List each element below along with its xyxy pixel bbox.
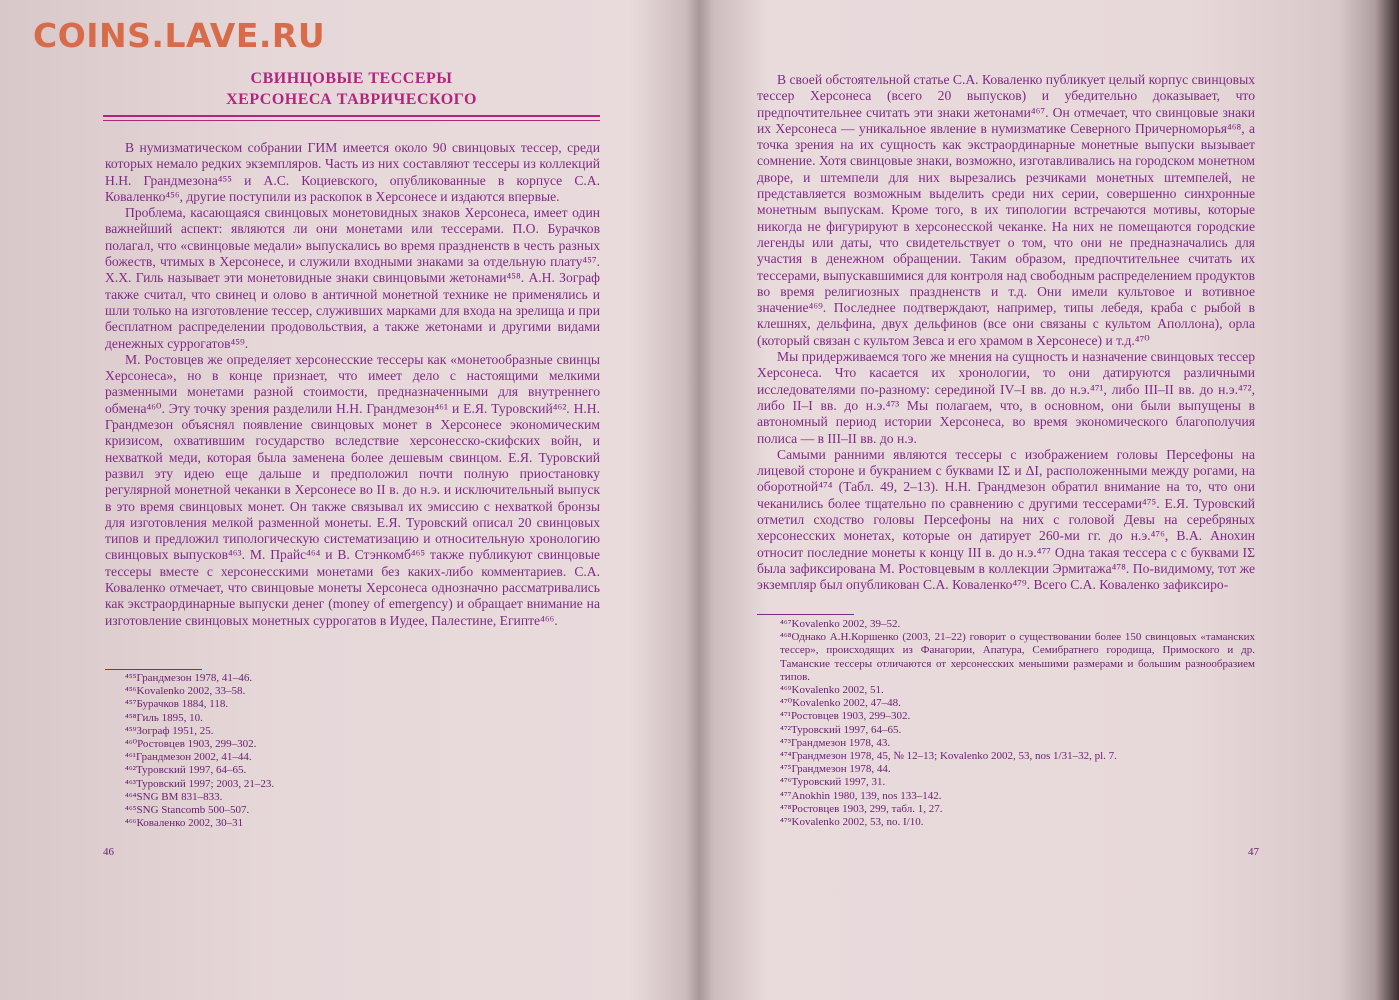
footnote: ⁴⁵⁵Грандмезон 1978, 41–46. <box>125 672 253 684</box>
footnote-rule <box>757 614 854 615</box>
footnote: ⁴⁶²Туровский 1997, 64–65. <box>125 764 247 777</box>
title-rule <box>103 115 600 117</box>
paragraph: Мы придерживаемся того же мнения на сущность и назначение свинцовых тессер Херсонеса. Что касается их хронологии, то они датируются различными исследователями по-разному: серединой IV–I вв. до н.э.⁴⁷¹, либо III–II вв. до н.э.⁴⁷², либо II–I вв. до н.э.⁴⁷³ Мы полагаем, что, в основном, они были выпущены в автономный период истории Херсонеса, во время экономического благополучия полиса — в III–II вв. до н.э. <box>757 349 1255 446</box>
title-line-2: ХЕРСОНЕСА ТАВРИЧЕСКОГО <box>226 91 477 108</box>
paragraph: В своей обстоятельной статье С.А. Коваленко публикует целый корпус свинцовых тессер Херсонеса (всего 20 выпусков) и убедительно доказывает, что предпочтительнее считать эти знаки жетонами⁴⁶⁷. Он отмечает, что свинцовые знаки их Херсонеса — уникальное явление в нумизматике Северного Причерноморья⁴⁶⁸, а точка зрения на их сущность как экстраординарные монетные выпуски вызывает сомнение. Хотя свинцовые знаки, возможно, изготавливались на городском монетном дворе, и штемпели для них вырезались резчиками монетных штемпелей, не представляется возможным выделить среди них серии, совершенно синхронные монетным выпускам. Кроме того, в их типологии встречаются мотивы, которые никогда не фигурируют в херсонесской чеканке. На них не помещаются городские легенды или даты, что свидетельствует о том, что они не предназначались для участия в денежном обращении. Таким образом, предпочтительнее считать их тессерами, выпускавшимися для контроля над свободным распределением продуктов во время религиозных праздненств и т.д. Они имели культовое и вотивное значение⁴⁶⁹. Последнее подтверждают, например, типы лебедя, краба с рыбой в клешнях, дельфина, двух дельфинов (все они связаны с культом Аполлона), орла (который связан с культом Зевса и его храмом в Херсонесе) и т.д.⁴⁷⁰ <box>757 72 1256 348</box>
footnote: ⁴⁶⁷Kovalenko 2002, 39–52. <box>780 618 901 630</box>
paragraph: М. Ростовцев же определяет херсонесские тессеры как «монетообразные свинцы Херсонеса», но в конце признает, что имеет дело с настоящими мелкими разменными монетами разной стоимости, предназначенными для внутреннего обмена⁴⁶⁰. Эту точку зрения разделили Н.Н. Грандмезон⁴⁶¹ и Е.Я. Туровский⁴⁶². Н.Н. Грандмезон объяснял появление свинцовых монет в Херсонесе экономическим кризисом, охватившим государство вследствие херсонесско-скифских войн, и нехваткой меди, которая была заменена более дешевым свинцом. Е.Я. Туровский развил эту идею еще дальше и предположил почти полную приостановку регулярной монетной чеканки в Херсонесе во II в. до н.э. и исключительный выпуск в это время свинцовых монет. Он также связывал их эмиссию с нехваткой бронзы для изготовления мелкой разменной монеты. Е.Я. Туровский описал 20 свинцовых типов и предложил типологическую систематизацию и относительную хронологию свинцовых выпусков⁴⁶³. М. Прайс⁴⁶⁴ и В. Стэнкомб⁴⁶⁵ также публикуют свинцовые тессеры вместе с херсонесскими монетами без каких-либо комментариев. С.А. Коваленко отмечает, что свинцовые монеты Херсонеса однозначно рассматривались как экстраординарные выпуски денег (money of emergency) и обращает внимание на изготовление свинцовых монетных суррогатов в Иудее, Палестине, Египте⁴⁶⁶. <box>105 351 600 628</box>
footnote: ⁴⁵⁹Зограф 1951, 25. <box>125 724 214 737</box>
left-footnotes <box>125 672 595 830</box>
footnote: ⁴⁷⁶Туровский 1997, 31. <box>780 776 886 789</box>
footnote: ⁴⁶⁸Однако А.Н.Коршенко (2003, 21–22) говорит о существовании более 150 свинцовых «таманских тессер», происходящих из Фанагории, Апатура, Семибратнего городища, Примоского и др. Таманские тессеры отличаются от херсонесских меньшими размерами и большим разнообразием типов. <box>780 631 1255 683</box>
paragraph: Самыми ранними являются тессеры с изображением головы Персефоны на лицевой стороне и букранием с буквами ΙΣ и ΔΙ, расположенными между рогами, на оборотной⁴⁷⁴ (Табл. 49, 2–13). Н.Н. Грандмезон обратил внимание на то, что они чеканились более тщательно по сравнению с другими тессерами⁴⁷⁵. Е.Я. Туровский отметил сходство головы Персефоны на них с головой Девы на серебряных херсонесских монетах, которые он датирует 260-ми гг. до н.э.⁴⁷⁶, В.А. Анохин относит последние монеты к концу III в. до н.э.⁴⁷⁷ Одна такая тессера с с буквами ΙΣ была зафиксирована М. Ростовцевым в коллекции Эрмитажа⁴⁷⁸. По-видимому, тот же экземпляр был опубликован С.А. Коваленко⁴⁷⁹. Всего С.А. Коваленко зафиксиро- <box>757 446 1255 593</box>
page-number: 47 <box>1248 846 1259 858</box>
footnote: ⁴⁵⁸Гиль 1895, 10. <box>125 711 203 724</box>
left-page <box>0 0 690 1000</box>
paragraph: Проблема, касающаяся свинцовых монетовидных знаков Херсонеса, имеет один важнейший аспект: являются ли они монетами или тессерами. П.О. Бурачков полагал, что «свинцовые медали» выпускались во время праздненств в честь разных божеств, чтимых в Херсонесе, и служили входными знаками за отдельную плату⁴⁵⁷. Х.Х. Гиль называет эти монетовидные знаки свинцовыми жетонами⁴⁵⁸. А.Н. Зограф также считал, что свинец и олово в античной монетной технике не применялись и шли только на изготовление тессер, служивших марками для входа на зрелища и при бесплатном распределении продовольствия, а также жетонами и другими видами денежных суррогатов⁴⁵⁹. <box>105 205 600 351</box>
watermark: COINS.LAVE.RU <box>33 16 326 55</box>
paragraph: В нумизматическом собрании ГИМ имеется около 90 свинцовых тессер, среди которых немало редких экземпляров. Часть из них составляют тессеры из коллекций Н.Н. Грандмезона⁴⁵⁵ и А.С. Коциевского, опубликованные в корпусе С.А. Коваленко⁴⁵⁶, другие поступили из раскопок в Херсонесе и издаются впервые. <box>105 140 600 204</box>
footnote: ⁴⁷⁹Kovalenko 2002, 53, no. I/10. <box>780 816 924 829</box>
footnote: ⁴⁷²Туровский 1997, 64–65. <box>780 723 902 736</box>
footnote: ⁴⁷³Грандмезон 1978, 43. <box>780 736 891 749</box>
page-number: 46 <box>103 846 114 858</box>
footnote: ⁴⁷¹Ростовцев 1903, 299–302. <box>780 710 911 723</box>
footnote: ⁴⁶⁶Коваленко 2002, 30–31 <box>125 817 244 830</box>
footnote: ⁴⁷⁴Грандмезон 1978, 45, № 12–13; Kovalenko 2002, 53, nos 1/31–32, pl. 7. <box>780 750 1117 763</box>
footnote: ⁴⁶⁰Ростовцев 1903, 299–302. <box>125 738 257 751</box>
right-page <box>700 0 1320 1000</box>
footnote: ⁴⁷⁷Anokhin 1980, 139, nos 133–142. <box>780 789 942 802</box>
chapter-title <box>103 68 600 110</box>
right-footnotes <box>780 618 1255 829</box>
footnote: ⁴⁷⁸Ростовцев 1903, 299, табл. 1, 27. <box>780 802 943 815</box>
right-body-text <box>757 72 1255 594</box>
footnote: ⁴⁶⁴SNG BM 831–833. <box>125 790 223 803</box>
footnote: ⁴⁶⁵SNG Stancomb 500–507. <box>125 804 250 817</box>
footnote: ⁴⁶¹Грандмезон 2002, 41–44. <box>125 751 252 764</box>
title-rule-thin <box>103 120 600 121</box>
footnote: ⁴⁵⁶Kovalenko 2002, 33–58. <box>125 685 246 698</box>
footnote: ⁴⁶³Туровский 1997; 2003, 21–23. <box>125 777 275 790</box>
left-body-text <box>105 140 600 629</box>
page-edge-shadow <box>1339 0 1399 1000</box>
footnote: ⁴⁷⁵Грандмезон 1978, 44. <box>780 763 891 776</box>
footnote-rule <box>105 669 202 670</box>
footnote: ⁴⁷⁰Kovalenko 2002, 47–48. <box>780 697 901 710</box>
footnote: ⁴⁶⁹Kovalenko 2002, 51. <box>780 684 884 697</box>
footnote: ⁴⁵⁷Бурачков 1884, 118. <box>125 698 229 711</box>
title-line-1: СВИНЦОВЫЕ ТЕССЕРЫ <box>250 70 453 87</box>
